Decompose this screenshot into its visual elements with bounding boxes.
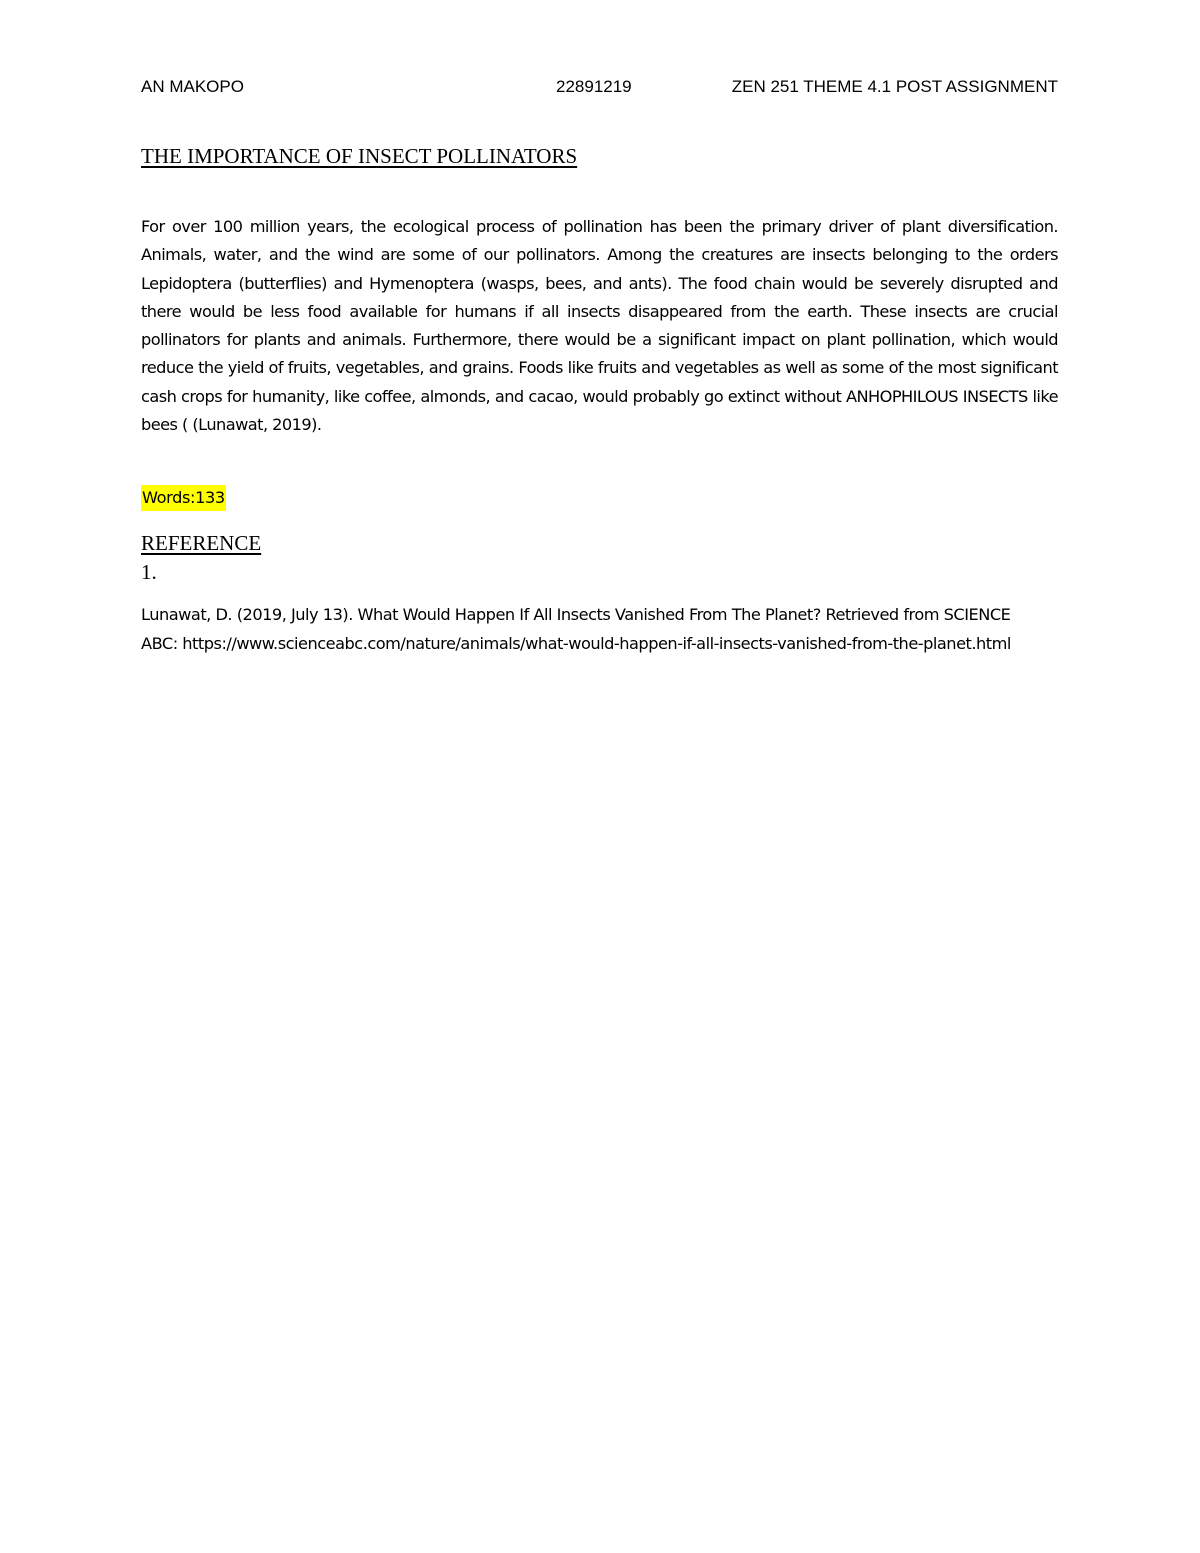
word-count-highlight: Words:133 [141, 485, 226, 511]
reference-entry: Lunawat, D. (2019, July 13). What Would Happen If All Insects Vanished From The Planet? Retrieved from SCIENCE ABC: https://www.scienceabc.com/nature/animals/what-would-happen-if-all-insects-vanished-from-the-planet.html [141, 605, 1011, 653]
page-header [141, 74, 1058, 100]
document-title: THE IMPORTANCE OF INSECT POLLINATORS [141, 144, 578, 168]
reference-heading: REFERENCE [141, 531, 262, 555]
student-number: 22891219 [556, 77, 632, 96]
reference-number: 1. [141, 560, 157, 584]
body-paragraph: For over 100 million years, the ecological process of pollination has been the primary driver of plant diversification. Animals, water, and the wind are some of our pollinators. Among the creatures are insects belonging to the orders Lepidoptera (butterflies) and Hymenoptera (wasps, bees, and ants). The food chain would be severely disrupted and there would be less food available for humans if all insects disappeared from the earth. These insects are crucial pollinators for plants and animals. Furthermore, there would be a significant impact on plant pollination, which would reduce the yield of fruits, vegetables, and grains. Foods like fruits and vegetables as well as some of the most significant cash crops for humanity, like coffee, almonds, and cacao, would probably go extinct without ANHOPHILOUS INSECTS like bees ( (Lunawat, 2019). [141, 217, 1058, 435]
author-name: AN MAKOPO [141, 77, 244, 96]
course-title: ZEN 251 THEME 4.1 POST ASSIGNMENT [731, 77, 1058, 96]
